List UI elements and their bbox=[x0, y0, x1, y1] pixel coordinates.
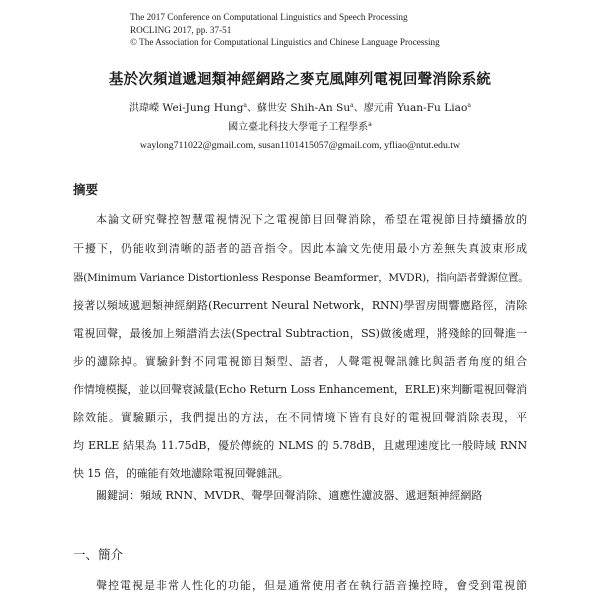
abstract-line-4: 接著以頻域遞迴類神經網路(Recurrent Neural Network，RNN)學習房間響應路徑，清除 bbox=[73, 299, 527, 312]
author3-cjk: 廖元甫 bbox=[363, 103, 394, 114]
abstract-line-6: 步的濾除掉。實驗針對不同電視節目類型、語者，人聲電視聲訊雜比與語者角度的組合 bbox=[73, 355, 527, 368]
author3-sup: a bbox=[467, 102, 471, 109]
abstract-line-7: 作情境模擬，並以回聲衰減量(Echo Return Loss Enhancement，ERLE)來判斷電視回聲消 bbox=[73, 383, 527, 396]
abstract-line-9: 均 ERLE 結果為 11.75dB，優於傳統的 NLMS 的 5.78dB，且處理速度比一般時域 RNN bbox=[73, 439, 527, 452]
header-conference-line: The 2017 Conference on Computational Linguistics and Speech Processing bbox=[130, 12, 408, 22]
author-separator: 、 bbox=[246, 103, 257, 114]
author3-en: Yuan-Fu Liao bbox=[397, 102, 468, 114]
abstract-line-2: 干擾下，仍能收到清晰的語者的語音指令。因此本論文先使用最小方差無失真波束形成 bbox=[73, 242, 527, 255]
header-proceedings-line: ROCLING 2017, pp. 37-51 bbox=[130, 24, 232, 35]
author-emails: waylong711022@gmail.com, susan1101415057@gmail.com, yfliao@ntut.edu.tw bbox=[139, 140, 461, 151]
author2-en: Shih-An Su bbox=[290, 102, 351, 114]
author2-sup: a bbox=[350, 102, 354, 109]
author1-sup: a bbox=[243, 102, 247, 109]
section-heading-introduction: 一、簡介 bbox=[73, 547, 124, 562]
author1-cjk: 洪瑋嶸 bbox=[129, 103, 160, 114]
introduction-first-line: 聲控電視是非常人性化的功能，但是通常使用者在執行語音操控時，會受到電視節 bbox=[96, 579, 527, 592]
author2-cjk: 蘇世安 bbox=[256, 103, 287, 114]
abstract-line-8: 除效能。實驗顯示，我們提出的方法，在不同情境下皆有良好的電視回聲消除表現，平 bbox=[73, 411, 527, 424]
author-separator: 、 bbox=[353, 103, 364, 114]
abstract-line-5: 電視回聲，最後加上頻譜消去法(Spectral Subtraction，SS)做後處理，將殘餘的回聲進一 bbox=[73, 327, 527, 340]
keywords: 關鍵詞：頻域 RNN、MVDR、聲學回聲消除、適應性濾波器、遞迴類神經網路 bbox=[96, 489, 483, 502]
abstract-line-10: 快 15 倍，的確能有效地濾除電視回聲雜訊。 bbox=[73, 467, 289, 480]
abstract-heading: 摘要 bbox=[73, 182, 99, 197]
author1-en: Wei-Jung Hung bbox=[162, 102, 244, 114]
abstract-line-3: 器(Minimum Variance Distortionless Response Beamformer，MVDR)，指向語者聲源位置。 bbox=[73, 272, 529, 284]
author-list bbox=[0, 98, 600, 117]
paper-title: 基於次頻道遞迴類神經網路之麥克風陣列電視回聲消除系統 bbox=[108, 72, 492, 88]
affiliation-text: 國立臺北科技大學電子工程學系 bbox=[228, 122, 369, 133]
conference-header bbox=[130, 11, 440, 49]
abstract-line-1: 本論文研究聲控智慧電視情況下之電視節目回聲消除，希望在電視節目持續播放的 bbox=[96, 213, 527, 226]
affiliation-sup: a bbox=[368, 121, 372, 128]
affiliation bbox=[0, 118, 600, 133]
header-copyright-line: © The Association for Computational Linguistics and Chinese Language Processing bbox=[130, 37, 440, 47]
